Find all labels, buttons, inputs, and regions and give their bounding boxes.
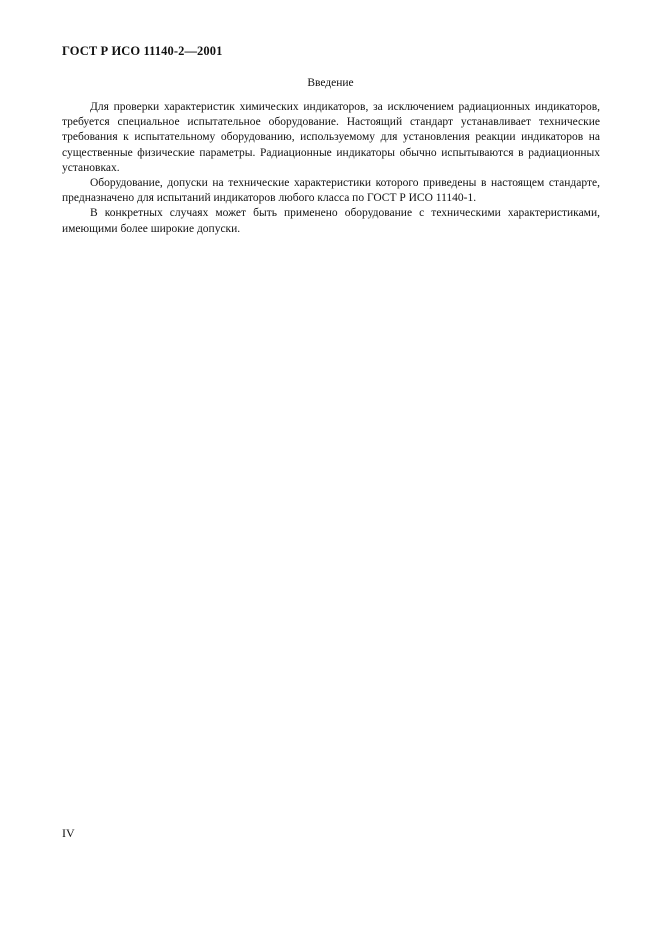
paragraph: В конкретных случаях может быть применено оборудование с техническими характеристиками, имеющими более широкие допуски.: [62, 207, 600, 235]
section-title: Введение: [307, 77, 354, 89]
page-number: IV: [62, 826, 75, 840]
paragraph: Оборудование, допуски на технические характеристики которого приведены в настоящем стандарте, предназначено для испытаний индикаторов любого класса по ГОСТ Р ИСО 11140-1.: [62, 177, 600, 205]
paragraph: Для проверки характеристик химических индикаторов, за исключением радиационных индикаторов, требуется специальное испытательное оборудование. Настоящий стандарт устанавливает технические требования к испытательному оборудованию, используемому для установления реакции индикаторов на существенные физические параметры. Радиационные индикаторы обычно испытываются в радиационных установках.: [62, 101, 600, 174]
introduction-body: [62, 100, 600, 237]
document-code-header: ГОСТ Р ИСО 11140-2—2001: [62, 44, 223, 58]
